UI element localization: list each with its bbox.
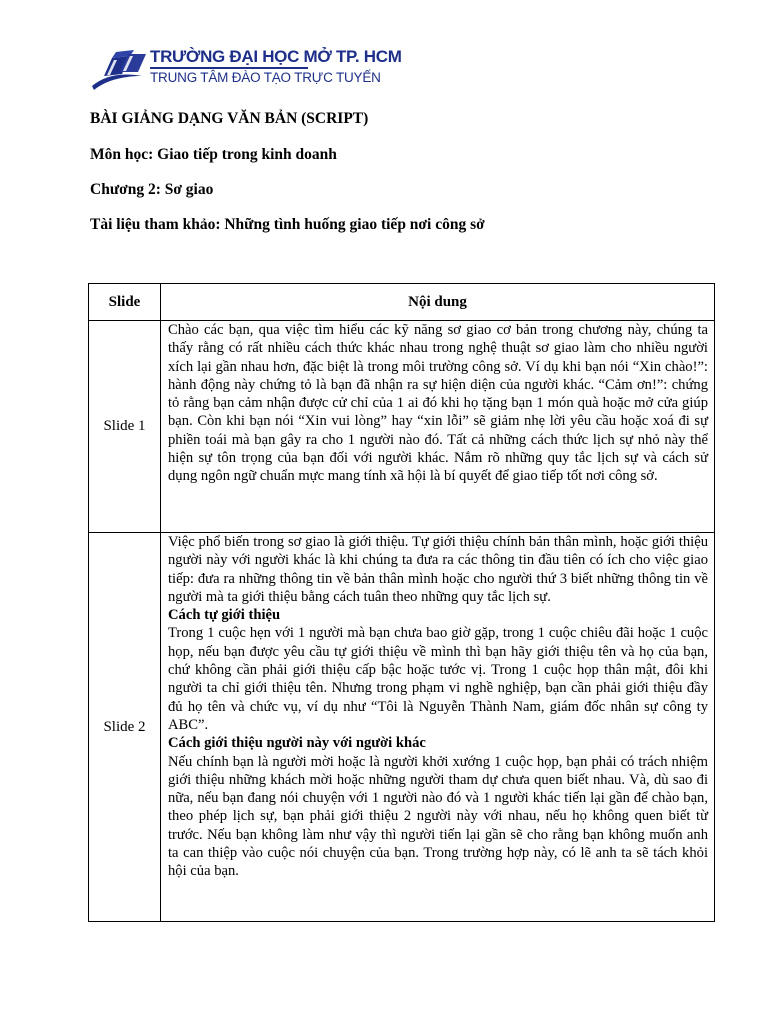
university-logo — [90, 42, 402, 98]
slide-label: Slide 2 — [89, 533, 161, 922]
reference-line: Tài liệu tham khảo: Những tình huống giao tiếp nơi công sở — [90, 216, 485, 233]
chapter-line: Chương 2: Sơ giao — [90, 181, 214, 198]
table-row — [89, 321, 715, 533]
slide-content — [161, 533, 715, 922]
document-title: BÀI GIẢNG DẠNG VĂN BẢN (SCRIPT) — [90, 110, 369, 127]
subject-line: Môn học: Giao tiếp trong kinh doanh — [90, 146, 337, 163]
content-paragraph: Trong 1 cuộc hẹn với 1 người mà bạn chưa bao giờ gặp, trong 1 cuộc chiêu đãi hoặc 1 cuộc họp, nếu bạn được yêu cầu tự giới thiệu về mình thì bạn hãy giới thiệu tên và họ của bạn, chứ không cần phải giới thiệu cấp bậc hoặc tước vị. Trong 1 cuộc họp thân mật, đôi khi người ta chỉ giới thiệu tên. Nhưng trong phạm vi nghề nghiệp, bạn cần phải giới thiệu đầy đủ họ tên và chức vụ, ví dụ như “Tôi là Nguyễn Thành Nam, giám đốc nhân sự công ty ABC”. — [168, 625, 708, 733]
subheading: Cách giới thiệu người này với người khác — [168, 735, 426, 752]
logo-divider — [150, 67, 308, 69]
logo-center-name: TRUNG TÂM ĐÀO TẠO TRỰC TUYẾN — [150, 70, 381, 85]
script-table — [88, 283, 715, 922]
book-swoosh-icon — [90, 42, 152, 98]
slide-content — [161, 321, 715, 533]
table-row — [89, 533, 715, 922]
table-header-row — [89, 284, 715, 321]
subheading: Cách tự giới thiệu — [168, 607, 281, 624]
logo-university-name: TRƯỜNG ĐẠI HỌC MỞ TP. HCM — [150, 47, 402, 66]
content-paragraph: Việc phổ biến trong sơ giao là giới thiệu. Tự giới thiệu chính bản thân mình, hoặc giới thiệu người này với người khác là khi chúng ta đưa ra các thông tin đầu tiên có ích cho việc giao tiếp: đưa ra những thông tin về bản thân mình hoặc cho người thứ 3 biết những thông tin về người mà ta giới thiệu bằng cách tuân theo những quy tắc lịch sự. — [168, 534, 708, 605]
content-paragraph: Nếu chính bạn là người mời hoặc là người khởi xướng 1 cuộc họp, bạn phải có trách nhiệm giới thiệu những khách mời hoặc những người tham dự chưa quen biết nhau. Và, dù sao đi nữa, nếu bạn đang nói chuyện với 1 người nào đó và 1 người khác tiến lại gần để chào bạn, theo phép lịch sự, bạn phải giới thiệu 2 người này với nhau, nếu họ không quen biết từ trước. Nếu bạn không làm như vậy thì người tiến lại gần sẽ cho rằng bạn không muốn anh ta can thiệp vào cuộc nói chuyện của bạn. Trong trường hợp này, có lẽ anh ta sẽ tách khỏi hội của bạn. — [168, 753, 708, 880]
column-header-content: Nội dung — [161, 284, 715, 321]
slide-label: Slide 1 — [89, 321, 161, 533]
column-header-slide: Slide — [89, 284, 161, 321]
content-paragraph: Chào các bạn, qua việc tìm hiểu các kỹ năng sơ giao cơ bản trong chương này, chúng ta thấy rằng có rất nhiều cách thức khác nhau trong nghệ thuật sơ giao làm cho nhiều người xích lại gần nhau hơn, đặc biệt là trong môi trường công sở. Ví dụ khi bạn nói “Xin chào!”: hành động này chứng tỏ là bạn đã nhận ra sự hiện diện của người khác. “Cảm ơn!”: chứng tỏ rằng bạn cảm nhận được cử chỉ của 1 ai đó khi họ tặng bạn 1 món quà hoặc mở cửa giúp bạn. Còn khi bạn nói “Xin vui lòng” hay “xin lỗi” sẽ giảm nhẹ lời yêu cầu hoặc xoá đi sự phiền toái mà bạn gây ra cho 1 người nào đó. Tất cả những cách thức lịch sự nhỏ này thể hiện sự tôn trọng của bạn đối với người khác. Nắm rõ những quy tắc lịch sự và cách sử dụng ngôn ngữ chuẩn mực mang tính xã hội là bí quyết để giao tiếp tốt nơi công sở. — [168, 322, 708, 485]
